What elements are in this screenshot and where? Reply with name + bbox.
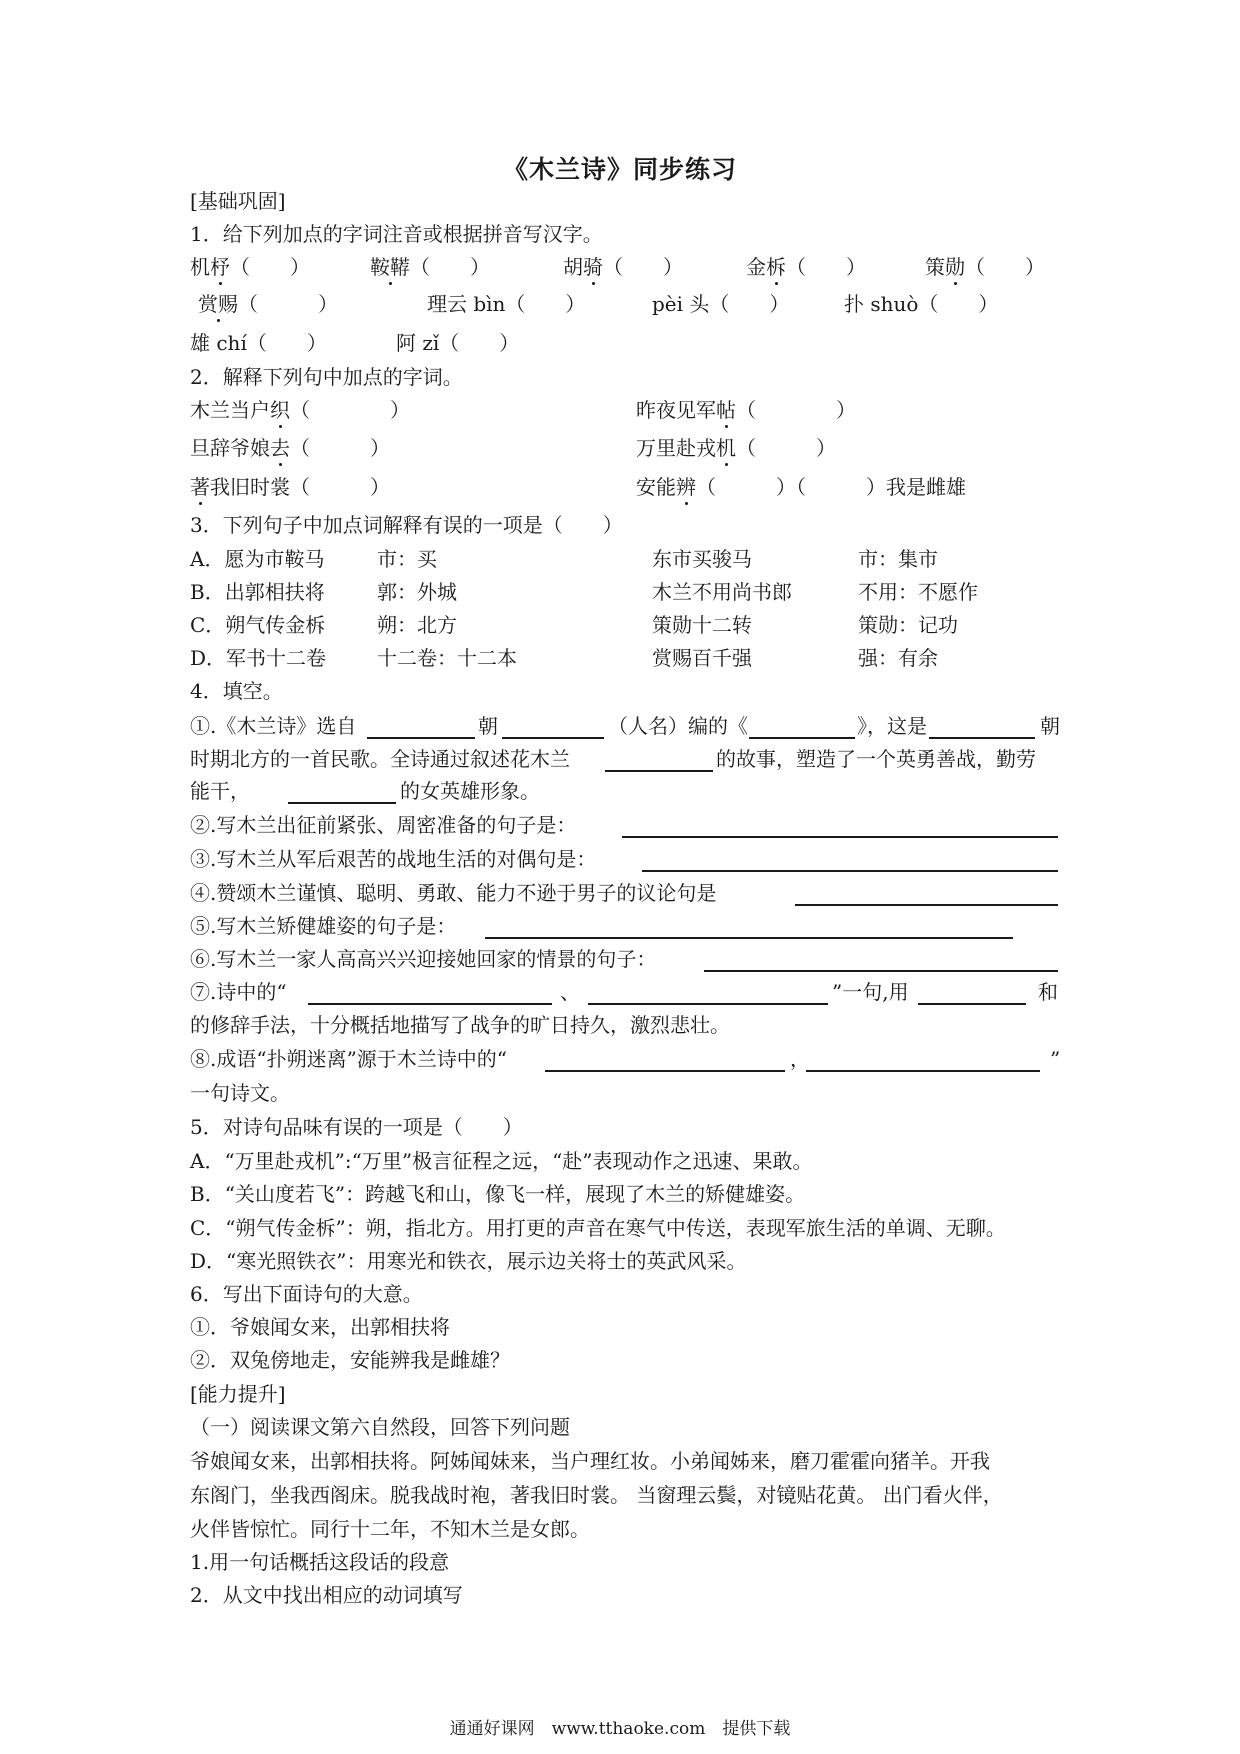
q1-item: 雄 chí（ ） — [190, 331, 327, 355]
q5-option: B．“关山度若飞”：跨越飞和山，像飞一样，展现了木兰的矫健雄姿。 — [190, 1182, 806, 1206]
fill-blank[interactable] — [588, 1003, 828, 1005]
reading-line: 火伴皆惊忙。同行十二年，不知木兰是女郎。 — [190, 1517, 590, 1541]
reading-question: 2．从文中找出相应的动词填写 — [190, 1583, 463, 1607]
q2-item: 万里赴戎机（ ） — [636, 436, 836, 460]
q4-text: 的女英雄形象。 — [400, 779, 540, 803]
fill-blank[interactable] — [288, 802, 396, 804]
q2-item: 安能辨（ ）（ ）我是雌雄 — [636, 475, 966, 499]
q1-item: 金柝（ ） — [746, 255, 866, 279]
q3-sentence: 策勋十二转 — [652, 613, 752, 637]
q4-text: 能干， — [190, 779, 250, 803]
q1-item: 赏赐（ ） — [198, 292, 338, 316]
q3-option: C．朔气传金柝 — [190, 613, 326, 637]
fill-blank[interactable] — [642, 870, 1058, 872]
reading-line: 东阁门，坐我西阁床。脱我战时袍，著我旧时裳。 当窗理云鬓，对镜贴花黄。 出门看火伴， — [190, 1483, 1003, 1507]
q4-stem: 4．填空。 — [190, 679, 283, 703]
q4-text: ”一句,用 — [832, 980, 909, 1004]
q3-sentence: 赏赐百千强 — [652, 646, 752, 670]
q1-item: 机杼（ ） — [190, 255, 310, 279]
fill-blank[interactable] — [308, 1003, 552, 1005]
q1-item: 胡骑（ ） — [563, 255, 683, 279]
q4-text: 一句诗文。 — [190, 1081, 290, 1105]
q1-item: 阿 zǐ（ ） — [396, 331, 520, 355]
fill-blank[interactable] — [485, 937, 1013, 939]
q3-explanation: 郭：外城 — [377, 580, 457, 604]
fill-blank[interactable] — [622, 836, 1058, 838]
q3-stem: 3．下列句子中加点词解释有误的一项是（ ） — [190, 513, 623, 537]
q4-text: ⑦.诗中的“ — [190, 980, 287, 1004]
q1-item: pèi 头（ ） — [652, 292, 790, 316]
q3-explanation: 不用：不愿作 — [858, 580, 978, 604]
q4-text: ③.写木兰从军后艰苦的战地生活的对偶句是： — [190, 847, 597, 871]
reading-question: 1.用一句话概括这段话的段意 — [190, 1550, 450, 1574]
footer-credit: 通通好课网 www.tthaoke.com 提供下载 — [449, 1719, 791, 1739]
fill-blank[interactable] — [806, 1070, 1040, 1072]
fill-blank[interactable] — [502, 737, 604, 739]
q1-item: 理云 bìn（ ） — [427, 292, 586, 316]
q4-text: 和 — [1038, 980, 1058, 1004]
q4-text: 朝 — [1040, 714, 1060, 738]
q1-item: 扑 shuò（ ） — [844, 292, 999, 316]
q2-item: 昨夜见军帖（ ） — [636, 398, 856, 422]
q3-option: D．军书十二卷 — [190, 646, 327, 670]
q1-stem: 1．给下列加点的字词注音或根据拼音写汉字。 — [190, 222, 603, 246]
q4-text: 、 — [560, 980, 580, 1004]
q2-stem: 2．解释下列句中加点的字词。 — [190, 365, 463, 389]
q3-explanation: 朔：北方 — [377, 613, 457, 637]
q4-text: ②.写木兰出征前紧张、周密准备的句子是： — [190, 813, 577, 837]
fill-blank[interactable] — [704, 970, 1058, 972]
q3-explanation: 策勋：记功 — [858, 613, 958, 637]
reading-line: 爷娘闻女来，出郭相扶将。阿姊闻妹来，当户理红妆。小弟闻姊来，磨刀霍霍向猪羊。开我 — [190, 1449, 990, 1473]
fill-blank[interactable] — [367, 737, 475, 739]
q4-text: 朝 — [478, 714, 498, 738]
q5-stem: 5．对诗句品味有误的一项是（ ） — [190, 1115, 523, 1139]
q3-option: A．愿为市鞍马 — [190, 547, 325, 571]
q3-explanation: 强：有余 — [858, 646, 938, 670]
q2-item: 旦辞爷娘去（ ） — [190, 436, 390, 460]
q4-text: （人名）编的《 — [608, 714, 748, 738]
q4-text: 的故事，塑造了一个英勇善战，勤劳 — [716, 747, 1036, 771]
fill-blank[interactable] — [795, 904, 1058, 906]
reading-heading: （一）阅读课文第六自然段，回答下列问题 — [190, 1415, 570, 1439]
q6-item: ②．双兔傍地走，安能辨我是雌雄？ — [190, 1348, 510, 1372]
q3-explanation: 十二卷：十二本 — [377, 646, 517, 670]
q6-item: ①．爷娘闻女来，出郭相扶将 — [190, 1315, 450, 1339]
q4-text: 》，这是 — [857, 714, 927, 738]
fill-blank[interactable] — [918, 1003, 1026, 1005]
q5-option: C．“朔气传金柝”：朔，指北方。用打更的声音在寒气中传送，表现军旅生活的单调、无聊。 — [190, 1216, 1006, 1240]
fill-blank[interactable] — [749, 737, 855, 739]
section-basic: [基础巩固] — [190, 189, 286, 213]
q4-text: ⑥.写木兰一家人高高兴兴迎接她回家的情景的句子： — [190, 947, 657, 971]
q3-option: B．出郭相扶将 — [190, 580, 325, 604]
q1-item: 策勋（ ） — [925, 255, 1045, 279]
q3-explanation: 市：集市 — [858, 547, 938, 571]
fill-blank[interactable] — [605, 770, 713, 772]
q4-text: 时期北方的一首民歌。全诗通过叙述花木兰 — [190, 747, 570, 771]
page-title: 《木兰诗》同步练习 — [502, 155, 737, 184]
q4-text: ①.《木兰诗》选自 — [190, 714, 357, 738]
q5-option: D．“寒光照铁衣”：用寒光和铁衣，展示边关将士的英武风采。 — [190, 1249, 747, 1273]
fill-blank[interactable] — [545, 1070, 785, 1072]
q4-text: ⑤.写木兰矫健雄姿的句子是： — [190, 914, 457, 938]
q4-text: ， — [790, 1047, 810, 1071]
q1-item: 鞍鞯（ ） — [370, 255, 490, 279]
q6-stem: 6．写出下面诗句的大意。 — [190, 1282, 423, 1306]
fill-blank[interactable] — [929, 737, 1035, 739]
q4-text: 的修辞手法，十分概括地描写了战争的旷日持久，激烈悲壮。 — [190, 1013, 730, 1037]
q3-sentence: 木兰不用尚书郎 — [652, 580, 792, 604]
q2-item: 木兰当户织（ ） — [190, 398, 410, 422]
section-advanced: [能力提升] — [190, 1382, 286, 1406]
q4-text: ” — [1050, 1047, 1061, 1071]
q4-text: ④.赞颂木兰谨慎、聪明、勇敢、能力不逊于男子的议论句是 — [190, 881, 717, 905]
q2-item: 著我旧时裳（ ） — [190, 475, 390, 499]
q5-option: A．“万里赴戎机”:“万里”极言征程之远，“赴”表现动作之迅速、果敢。 — [190, 1149, 813, 1173]
q4-text: ⑧.成语“扑朔迷离”源于木兰诗中的“ — [190, 1047, 508, 1071]
q3-sentence: 东市买骏马 — [652, 547, 752, 571]
q3-explanation: 市：买 — [377, 547, 437, 571]
